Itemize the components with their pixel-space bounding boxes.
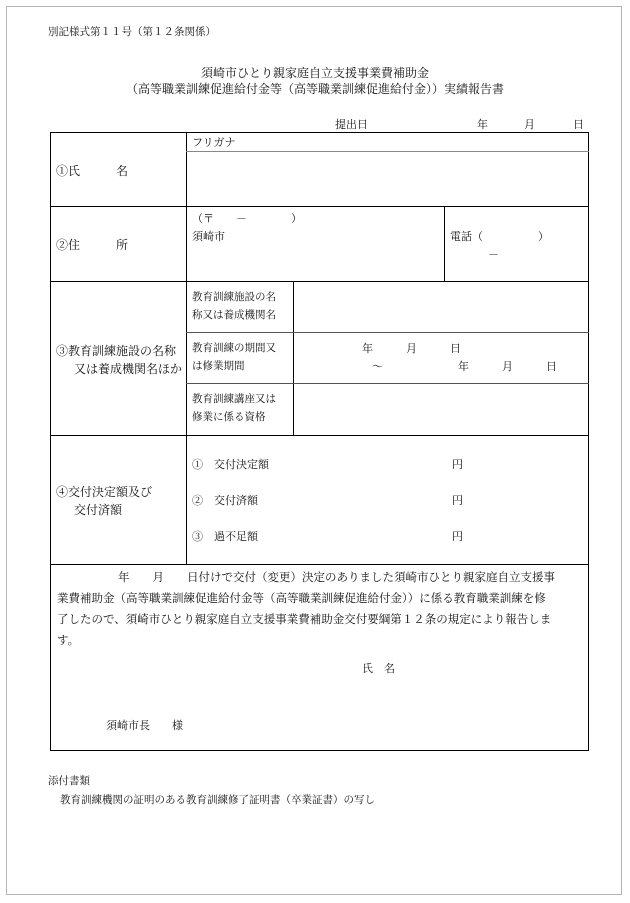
submission-day: 日 xyxy=(573,118,584,131)
applicant-name-label: 氏 名 xyxy=(362,662,395,675)
facility-label-line1: ③教育訓練施設の名称 xyxy=(56,344,177,358)
phone-dash: － xyxy=(488,248,499,261)
period-end[interactable]: 年 月 日 xyxy=(458,360,557,373)
difference-amount-label: ③ 過不足額 xyxy=(192,530,258,543)
row-divider xyxy=(50,281,589,282)
paid-amount-yen[interactable]: 円 xyxy=(452,494,463,507)
attachments-heading: 添付書類 xyxy=(48,775,90,787)
submission-date-label: 提出日 xyxy=(335,118,368,131)
grant-label-line2: 交付済額 xyxy=(74,503,123,517)
addressee: 須崎市長 様 xyxy=(106,719,183,732)
phone-divider xyxy=(444,206,445,281)
period-start[interactable]: 年 月 日 xyxy=(362,342,461,355)
facility-sub-divider xyxy=(293,281,294,435)
label-column-divider xyxy=(186,132,187,564)
report-line3: 了したので、須崎市ひとり親家庭自立支援事業費補助金交付要綱第１２条の規定により報告しま xyxy=(57,612,552,626)
period-tilde: ～ xyxy=(372,360,383,373)
facility-name-label-2: 称又は養成機関名 xyxy=(192,309,276,321)
qualification-label-1: 教育訓練講座又は xyxy=(192,393,276,405)
address-city: 須崎市 xyxy=(192,230,225,243)
qualification-label-2: 修業に係る資格 xyxy=(192,411,266,423)
row-divider xyxy=(50,206,589,207)
paid-amount-label: ② 交付済額 xyxy=(192,494,258,507)
furigana-label: フリガナ xyxy=(192,136,236,149)
submission-month: 月 xyxy=(524,118,535,131)
period-label-2: は修業期間 xyxy=(192,360,245,372)
decided-amount-label: ① 交付決定額 xyxy=(192,458,269,471)
name-input-area[interactable] xyxy=(190,154,584,202)
form-title-line1: 須崎市ひとり親家庭自立支援事業費補助金 xyxy=(200,66,429,80)
qualification-input[interactable] xyxy=(297,387,585,431)
form-number: 別記様式第１１号（第１２条関係） xyxy=(48,26,216,38)
phone-field[interactable]: 電話（ ） xyxy=(450,230,549,243)
facility-row-divider xyxy=(186,332,589,333)
row-divider xyxy=(50,435,589,436)
address-label: ②住 所 xyxy=(56,238,129,252)
postal-code-field[interactable]: （〒 － ） xyxy=(192,212,302,225)
facility-name-label-1: 教育訓練施設の名 xyxy=(192,291,276,303)
report-line4: す。 xyxy=(57,633,80,647)
attachment-item: 教育訓練機関の証明のある教育訓練修了証明書（卒業証書）の写し xyxy=(60,794,375,806)
name-label: ①氏 名 xyxy=(56,164,129,178)
furigana-divider xyxy=(186,151,589,152)
report-line2: 業費補助金（高等職業訓練促進給付金等（高等職業訓練促進給付金））に係る教育職業訓練を修 xyxy=(57,591,546,605)
period-label-1: 教育訓練の期間又 xyxy=(192,342,276,354)
facility-name-input[interactable] xyxy=(297,285,585,329)
facility-label-line2: 又は養成機関名ほか xyxy=(74,362,183,376)
difference-amount-yen[interactable]: 円 xyxy=(452,530,463,543)
submission-year: 年 xyxy=(477,118,488,131)
form-title-line2: （高等職業訓練促進給付金等（高等職業訓練促進給付金））実績報告書 xyxy=(125,82,504,96)
grant-label-line1: ④交付決定額及び xyxy=(56,485,153,499)
form-table xyxy=(50,132,589,751)
row-divider xyxy=(50,564,589,565)
decided-amount-yen[interactable]: 円 xyxy=(452,458,463,471)
report-line1: 年 月 日付けで交付（変更）決定のありました須崎市ひとり親家庭自立支援事 xyxy=(118,570,555,584)
facility-row-divider xyxy=(186,383,589,384)
